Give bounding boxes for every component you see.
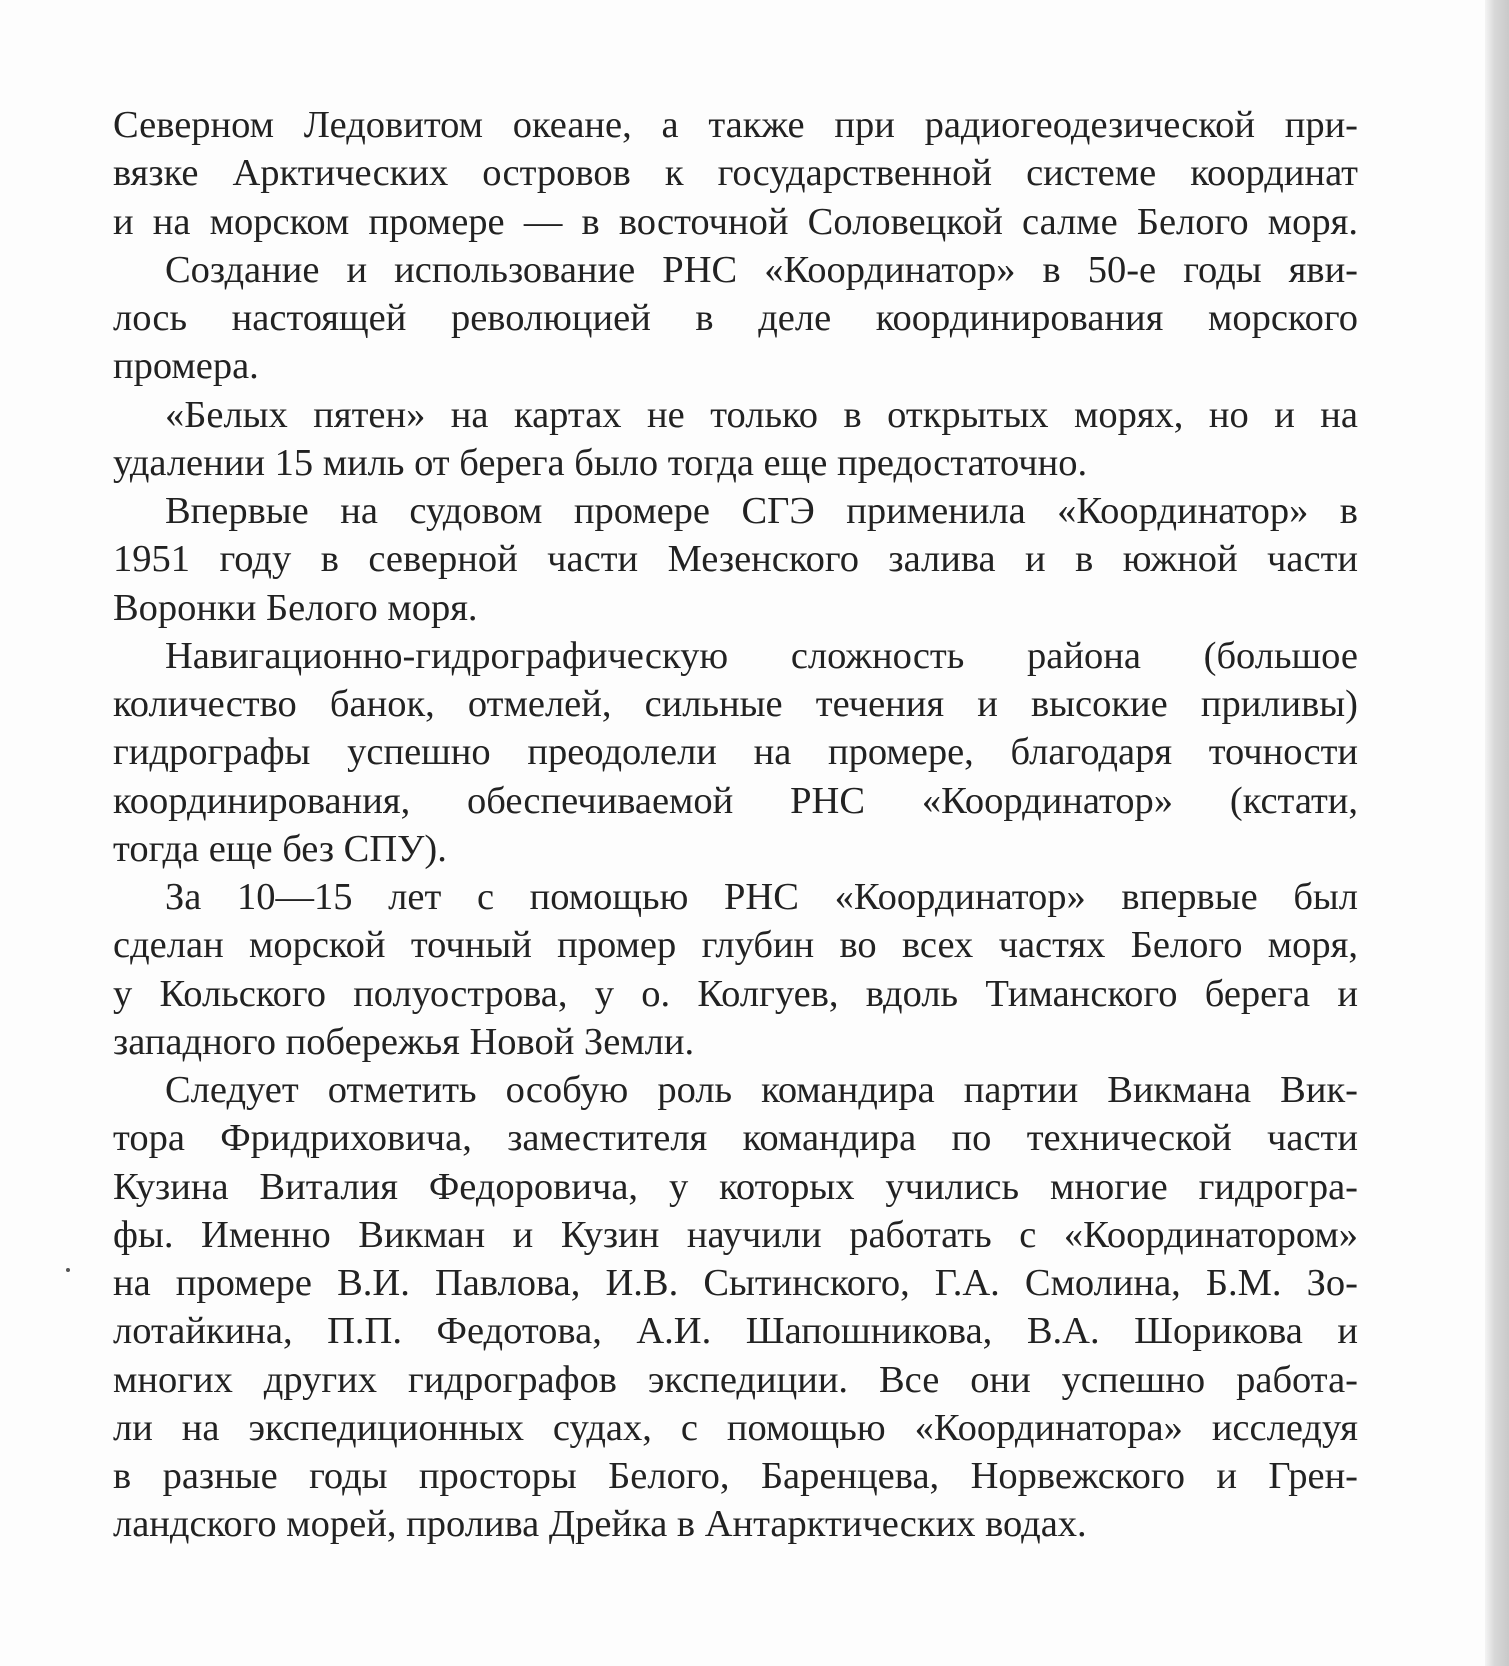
text-line: Кузина Виталия Федоровича, у которых учились многие гидрогра-: [113, 1165, 1358, 1208]
text-line: тора Фридриховича, заместителя командира по технической части: [113, 1117, 1358, 1160]
text-line: гидрографы успешно преодолели на промере, благодаря точности: [113, 731, 1358, 774]
text-line: тогда еще без СПУ).: [113, 827, 447, 870]
text-line: 1951 году в северной части Мезенского залива и в южной части: [113, 538, 1358, 581]
text-line: ландского морей, пролива Дрейка в Антарктических водах.: [113, 1503, 1087, 1546]
text-line: у Кольского полуострова, у о. Колгуев, вдоль Тиманского берега и: [113, 972, 1358, 1015]
text-line: «Белых пятен» на картах не только в открытых морях, но и на: [165, 393, 1358, 436]
scan-speck: [66, 1268, 70, 1272]
text-line: западного побережья Новой Земли.: [113, 1020, 695, 1063]
text-line: Создание и использование РНС «Координатор» в 50-е годы яви-: [165, 248, 1358, 291]
text-line: координирования, обеспечиваемой РНС «Координатор» (кстати,: [113, 779, 1358, 822]
paragraph: [113, 487, 1358, 632]
text-line: удалении 15 миль от берега было тогда еще предостаточно.: [113, 441, 1088, 484]
text-line: на промере В.И. Павлова, И.В. Сытинского, Г.А. Смолина, Б.М. Зо-: [113, 1262, 1358, 1304]
text-line: вязке Арктических островов к государственной системе координат: [113, 152, 1358, 195]
text-line: Следует отметить особую роль командира партии Викмана Вик-: [165, 1069, 1358, 1111]
text-line: промера.: [113, 345, 259, 388]
text-line: сделан морской точный промер глубин во всех частях Белого моря,: [113, 924, 1358, 967]
text-line: Воронки Белого моря.: [113, 586, 478, 629]
text-line: лось настоящей революцией в деле координирования морского: [113, 297, 1358, 339]
text-line: Северном Ледовитом океане, а также при радиогеодезической при-: [113, 104, 1358, 146]
scan-page-edge: [1485, 0, 1509, 1666]
page-body-text: [113, 101, 1358, 1549]
text-line: и на морском промере — в восточной Соловецкой салме Белого моря.: [113, 200, 1358, 243]
text-line: Впервые на судовом промере СГЭ применила «Координатор» в: [165, 490, 1358, 532]
text-line: лотайкина, П.П. Федотова, А.И. Шапошникова, В.А. Шорикова и: [113, 1310, 1358, 1353]
text-line: За 10—15 лет с помощью РНС «Координатор» впервые был: [165, 876, 1358, 918]
text-line: Навигационно-гидрографическую сложность района (большое: [165, 634, 1358, 677]
text-line: многих других гидрографов экспедиции. Все они успешно работа-: [113, 1358, 1358, 1401]
text-line: в разные годы просторы Белого, Баренцева, Норвежского и Грен-: [113, 1455, 1358, 1497]
paragraph: [113, 246, 1358, 391]
text-line: ли на экспедиционных судах, с помощью «Координатора» исследуя: [113, 1406, 1358, 1449]
paragraph: [113, 632, 1358, 873]
paragraph: [113, 101, 1358, 246]
paragraph: [113, 391, 1358, 488]
text-line: фы. Именно Викман и Кузин научили работать с «Координатором»: [113, 1213, 1358, 1256]
text-line: количество банок, отмелей, сильные течения и высокие приливы): [113, 683, 1358, 725]
paragraph: [113, 1066, 1358, 1549]
paragraph: [113, 873, 1358, 1066]
